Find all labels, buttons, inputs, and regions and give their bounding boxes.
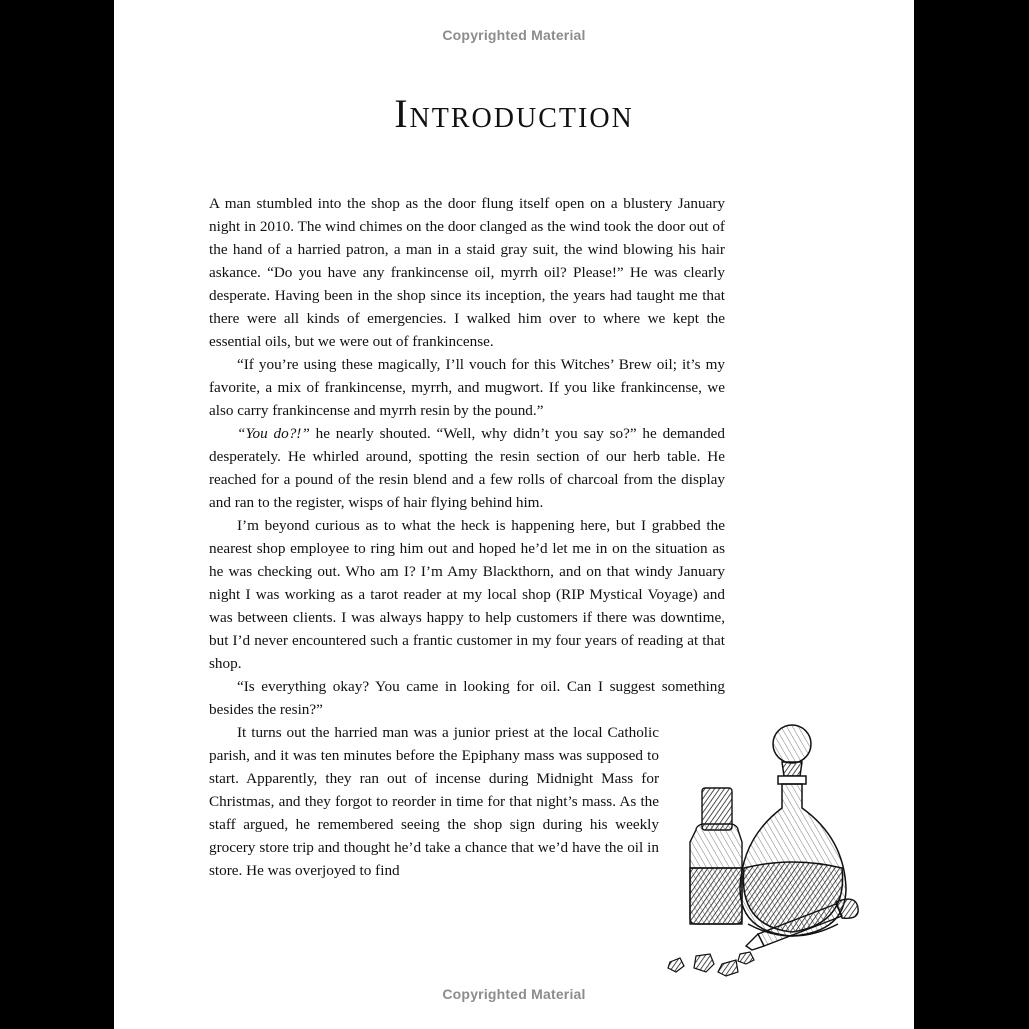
decanter (740, 725, 846, 936)
paragraph-3-text: he nearly shouted. “Well, why didn’t you say so?” he demanded desperately. He whirled around, spotting the resin section of our herb table. He reached for a pound of the resin blend and a few rolls of charcoal from the display and ran to the register, wisps of hair flying behind him. (209, 425, 725, 511)
small-bottle (690, 788, 742, 924)
paragraph-2: “If you’re using these magically, I’ll vouch for this Witches’ Brew oil; it’s my favorite, a mix of frankincense, myrrh, and mugwort. If you like frankincense, we also carry frankincense and myrrh resin by the pound.” (209, 356, 725, 419)
oil-bottles-illustration-icon (666, 718, 866, 980)
chapter-title: Introduction (394, 91, 634, 136)
copyright-watermark-bottom: Copyrighted Material (442, 986, 586, 1002)
copyright-watermark-top: Copyrighted Material (442, 27, 586, 43)
book-page (114, 0, 914, 1029)
paragraph-6: It turns out the harried man was a junior priest at the local Catholic parish, and it was ten minutes before the Epiphany mass was supposed to start. Apparently, they ran out of incense during Midnight Mass for Christmas, and they forgot to reorder in time for that night’s mass. As the staff argued, he remembered seeing the shop sign during his weekly grocery store trip and thought he’d take a chance that we’d have the oil in store. He was overjoyed to find (209, 724, 659, 879)
chapter-body (209, 192, 725, 882)
paragraph-4: I’m beyond curious as to what the heck is happening here, but I grabbed the nearest shop employee to ring him out and hoped he’d let me in on the situation as he was checking out. Who am I? I’m Amy Blackthorn, and on that windy January night I was working as a tarot reader at my local shop (RIP Mystical Voyage) and was between clients. I was always happy to help customers if there was downtime, but I’d never encountered such a frantic customer in my four years of reading at that shop. (209, 517, 725, 672)
paragraph-3-emphasis: “You do?!” (237, 425, 310, 442)
paragraph-1: A man stumbled into the shop as the door flung itself open on a blustery January night in 2010. The wind chimes on the door clanged as the wind took the door out of the hand of a harried patron, a man in a staid gray suit, the wind blowing his hair askance. “Do you have any frankincense oil, myrrh oil? Please!” He was clearly desperate. Having been in the shop since its inception, the years had taught me that there were all kinds of emergencies. I walked him over to where we kept the essential oils, but we were out of frankincense. (209, 195, 725, 350)
resin-pieces (668, 952, 754, 976)
paragraph-5: “Is everything okay? You came in looking for oil. Can I suggest something besides the resin?” (209, 678, 725, 718)
paragraph-3 (209, 422, 725, 514)
